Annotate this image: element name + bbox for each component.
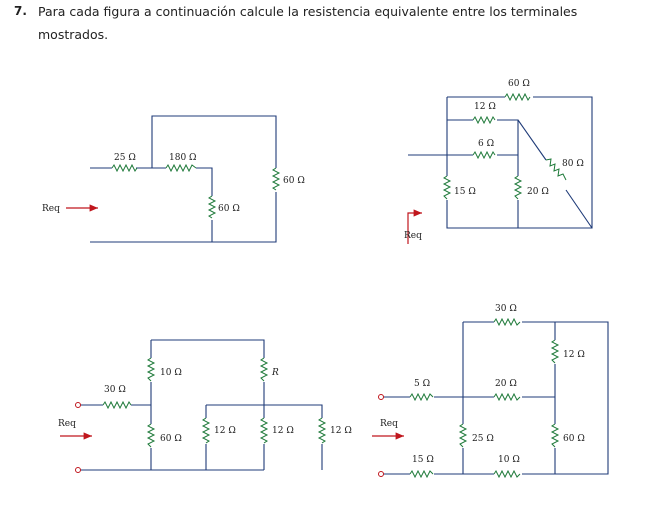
circuit-a-resistor-60-mid <box>209 196 215 218</box>
circuit-a-req-label: Req <box>42 204 60 214</box>
problem-text-line-2: mostrados. <box>38 27 109 42</box>
circuit-c-resistor-12-right <box>319 418 325 443</box>
circuit-b-resistor-20 <box>515 176 521 199</box>
circuit-c-req-label: Req <box>58 419 76 429</box>
circuit-c-label-30: 30 Ω <box>104 385 126 395</box>
circuit-c-resistor-30 <box>103 402 131 408</box>
circuit-b-resistor-60 <box>505 94 530 100</box>
circuit-c-label-10: 10 Ω <box>160 368 182 378</box>
circuit-b-label-15: 15 Ω <box>454 187 476 197</box>
circuit-c-resistor-R <box>261 358 267 381</box>
circuit-d-label-60: 60 Ω <box>563 434 585 444</box>
circuit-d-resistor-10 <box>494 471 520 477</box>
circuit-b-label-80: 80 Ω <box>562 159 584 169</box>
circuit-b-resistor-15 <box>444 176 450 199</box>
problem-number: 7. <box>14 4 27 18</box>
circuit-d-resistor-30 <box>494 319 520 325</box>
circuit-a <box>42 116 305 242</box>
circuit-b-label-12: 12 Ω <box>474 102 496 112</box>
circuit-a-label-60-mid: 60 Ω <box>218 204 240 214</box>
circuit-d-terminal-top <box>379 395 384 400</box>
circuit-d-label-10: 10 Ω <box>498 455 520 465</box>
circuit-d-resistor-25 <box>460 424 466 447</box>
circuit-d-terminal-bottom <box>379 472 384 477</box>
circuit-d-resistor-12 <box>552 340 558 363</box>
circuit-c-resistor-12-left <box>203 418 209 443</box>
circuit-b-label-60: 60 Ω <box>508 79 530 89</box>
circuit-d-resistor-15 <box>410 471 433 477</box>
circuit-c-terminal-top <box>76 403 81 408</box>
circuit-c-label-12-right: 12 Ω <box>330 426 352 436</box>
circuit-c-label-60: 60 Ω <box>160 434 182 444</box>
circuit-d-req-label: Req <box>380 419 398 429</box>
circuit-a-wires <box>90 116 276 242</box>
circuit-c <box>58 340 352 473</box>
circuit-c-label-12-mid: 12 Ω <box>272 426 294 436</box>
circuit-d-label-12: 12 Ω <box>563 350 585 360</box>
problem-text-line-1: Para cada figura a continuación calcule la resistencia equivalente entre los terminales <box>38 4 578 19</box>
circuit-d-resistor-60 <box>552 424 558 447</box>
circuit-d <box>372 304 608 477</box>
circuit-c-resistor-60 <box>148 424 154 447</box>
circuit-c-label-R: R <box>272 368 279 378</box>
circuit-b-label-20: 20 Ω <box>527 187 549 197</box>
circuit-a-label-180: 180 Ω <box>169 153 197 163</box>
circuit-c-resistor-12-mid <box>261 418 267 443</box>
circuit-b <box>404 79 592 244</box>
circuit-d-label-25: 25 Ω <box>472 434 494 444</box>
circuit-d-wires <box>383 322 608 474</box>
circuit-c-wires <box>80 340 322 470</box>
circuit-b-resistor-6 <box>473 152 495 158</box>
circuit-a-label-25: 25 Ω <box>114 153 136 163</box>
circuit-d-label-15: 15 Ω <box>412 455 434 465</box>
circuit-d-label-20: 20 Ω <box>495 379 517 389</box>
circuit-b-label-6: 6 Ω <box>478 139 495 149</box>
circuit-a-resistor-180 <box>166 165 196 171</box>
circuit-c-label-12-left: 12 Ω <box>214 426 236 436</box>
circuit-b-req-label: Req <box>404 231 422 241</box>
circuit-a-resistor-25 <box>112 165 137 171</box>
circuit-a-label-60-right: 60 Ω <box>283 176 305 186</box>
circuit-d-label-5: 5 Ω <box>414 379 431 389</box>
circuit-c-terminal-bottom <box>76 468 81 473</box>
circuit-c-resistor-10 <box>148 358 154 381</box>
circuit-d-resistor-5 <box>410 394 433 400</box>
circuit-a-resistor-60-right <box>273 168 279 190</box>
circuit-b-resistor-12 <box>473 117 495 123</box>
circuit-d-label-30: 30 Ω <box>495 304 517 314</box>
circuit-d-resistor-20 <box>494 394 520 400</box>
